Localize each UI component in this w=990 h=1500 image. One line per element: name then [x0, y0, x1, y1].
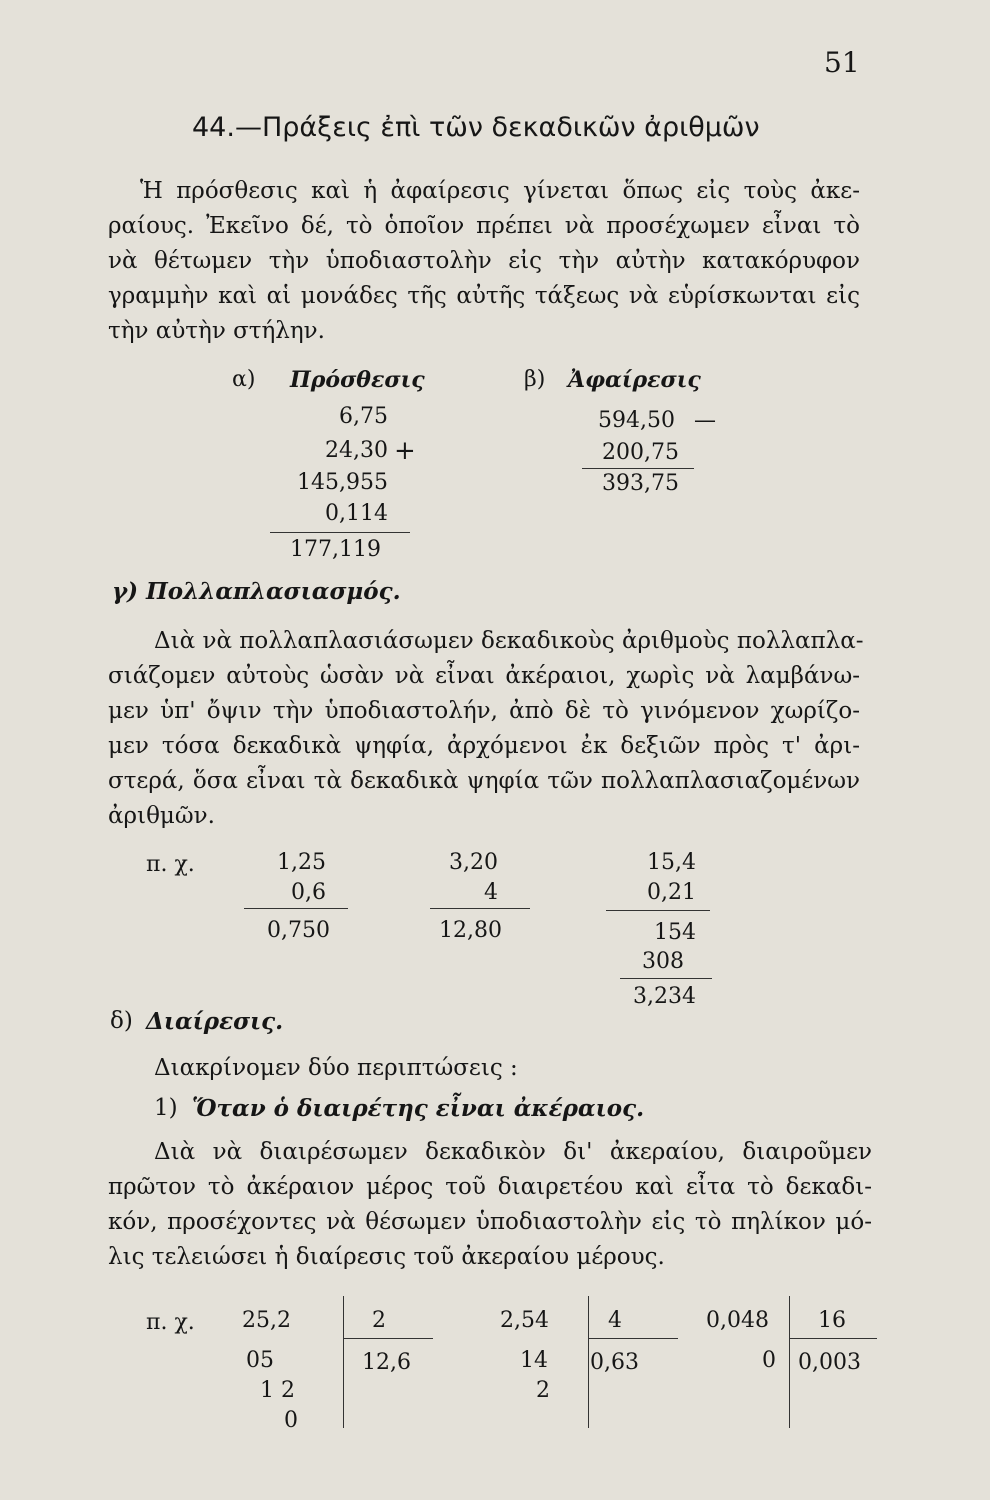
minuend: 594,50 — [598, 408, 675, 433]
text-line: κόν, προσέχοντες νὰ θέσωμεν ὑποδιαστολὴν εἰς τὸ πηλίκον μό- — [108, 1209, 872, 1235]
remainder-step: 14 — [520, 1348, 548, 1373]
case-title: Ὅταν ὁ διαιρέτης εἶναι ἀκέραιος. — [192, 1095, 645, 1122]
multiplication-title: Πολλαπλασιασμός. — [146, 578, 401, 605]
addition-term: 145,955 — [297, 470, 388, 495]
division-bar — [343, 1296, 344, 1428]
partial-rule — [606, 910, 710, 911]
quotient: 12,6 — [362, 1350, 411, 1375]
subtraction-title: Ἀφαίρεσις — [568, 367, 701, 393]
remainder-step: 0 — [284, 1408, 298, 1433]
example-label: π. χ. — [146, 1310, 195, 1335]
text-line: πρῶτον τὸ ἀκέραιον μέρος τοῦ διαιρετέου καὶ εἶτα τὸ δεκαδι- — [108, 1174, 872, 1200]
quotient: 0,003 — [798, 1350, 861, 1375]
multiplication-label: γ) — [112, 578, 139, 605]
subtraction-label: β) — [524, 367, 546, 392]
text-line: Διὰ νὰ πολλαπλασιάσωμεν δεκαδικοὺς ἀριθμοὺς πολλαπλα- — [154, 628, 864, 654]
division-paragraph — [108, 1135, 872, 1275]
addition-title: Πρόσθεσις — [290, 367, 425, 393]
divisor-rule — [789, 1338, 877, 1339]
divisor: 16 — [818, 1308, 846, 1333]
subtraction-result: 393,75 — [602, 471, 679, 496]
text-line: μεν τόσα δεκαδικὰ ψηφία, ἀρχόμενοι ἐκ δεξιῶν πρὸς τ' ἀρι- — [108, 733, 860, 759]
addition-label: α) — [232, 367, 256, 392]
dividend: 25,2 — [242, 1308, 291, 1333]
subtrahend: 200,75 — [602, 440, 679, 465]
text-line: ἀριθμῶν. — [108, 803, 215, 829]
product: 3,234 — [633, 984, 696, 1009]
text-line: νὰ θέτωμεν τὴν ὑποδιαστολὴν εἰς τὴν αὐτὴν κατακόρυφον — [108, 248, 860, 274]
intro-paragraph — [108, 174, 860, 349]
addition-term: 6,75 — [339, 404, 388, 429]
division-label: δ) — [110, 1008, 133, 1034]
page-number: 51 — [824, 46, 860, 79]
dividend: 2,54 — [500, 1308, 549, 1333]
minus-sign: — — [694, 408, 716, 433]
multiplier: 0,6 — [291, 880, 326, 905]
division-bar — [789, 1296, 790, 1428]
text-line: γραμμὴν καὶ αἱ μονάδες τῆς αὐτῆς τάξεως νὰ εὑρίσκωνται εἰς — [108, 283, 860, 309]
multiplier: 0,21 — [647, 880, 696, 905]
remainder-step: 0 — [762, 1348, 776, 1373]
multiplicand: 3,20 — [449, 850, 498, 875]
product-rule — [430, 908, 530, 909]
text-line: στερά, ὅσα εἶναι τὰ δεκαδικὰ ψηφία τῶν πολλαπλασιαζομένων — [108, 768, 860, 794]
partial-product: 308 — [642, 949, 684, 974]
divisor-rule — [343, 1338, 433, 1339]
dividend: 0,048 — [706, 1308, 769, 1333]
example-label: π. χ. — [146, 852, 195, 877]
product-rule — [244, 908, 348, 909]
plus-sign: + — [394, 436, 416, 466]
text-line: λις τελειώσει ἡ διαίρεσις τοῦ ἀκεραίου μέρους. — [108, 1244, 665, 1270]
remainder-step: 05 — [246, 1348, 274, 1373]
multiplicand: 1,25 — [277, 850, 326, 875]
text-line: τὴν αὐτὴν στήλην. — [108, 318, 325, 344]
addition-term: 0,114 — [325, 501, 388, 526]
divisor-rule — [588, 1338, 678, 1339]
division-intro: Διακρίνομεν δύο περιπτώσεις : — [154, 1055, 518, 1081]
division-title: Διαίρεσις. — [146, 1008, 284, 1035]
text-line: μεν ὑπ' ὄψιν τὴν ὑποδιαστολήν, ἀπὸ δὲ τὸ γινόμενον χωρίζο- — [108, 698, 860, 724]
multiplication-paragraph — [108, 624, 864, 834]
multiplier: 4 — [484, 880, 498, 905]
addition-result: 177,119 — [290, 537, 381, 562]
section-heading: 44.—Πράξεις ἐπὶ τῶν δεκαδικῶν ἀριθμῶν — [192, 112, 760, 143]
quotient: 0,63 — [590, 1350, 639, 1375]
partial-product: 154 — [654, 920, 696, 945]
product: 12,80 — [439, 918, 502, 943]
divisor: 2 — [372, 1308, 386, 1333]
addition-term: 24,30 — [325, 438, 388, 463]
division-bar — [588, 1296, 589, 1428]
text-line: σιάζομεν αὐτοὺς ὡσὰν νὰ εἶναι ἀκέραιοι, χωρὶς νὰ λαμβάνω- — [108, 663, 860, 689]
remainder-step: 2 — [536, 1378, 550, 1403]
sum-rule — [270, 532, 410, 533]
product: 0,750 — [267, 918, 330, 943]
text-line: Διὰ νὰ διαιρέσωμεν δεκαδικὸν δι' ἀκεραίου, διαιροῦμεν — [154, 1139, 872, 1165]
difference-rule — [582, 468, 694, 469]
case-number: 1) — [154, 1095, 178, 1121]
divisor: 4 — [608, 1308, 622, 1333]
product-rule — [620, 978, 712, 979]
text-line: Ἡ πρόσθεσις καὶ ἡ ἀφαίρεσις γίνεται ὅπως εἰς τοὺς ἀκε- — [140, 178, 860, 204]
text-line: ραίους. Ἐκεῖνο δέ, τὸ ὁποῖον πρέπει νὰ προσέχωμεν εἶναι τὸ — [108, 213, 860, 239]
multiplicand: 15,4 — [647, 850, 696, 875]
remainder-step: 1 2 — [260, 1378, 295, 1403]
